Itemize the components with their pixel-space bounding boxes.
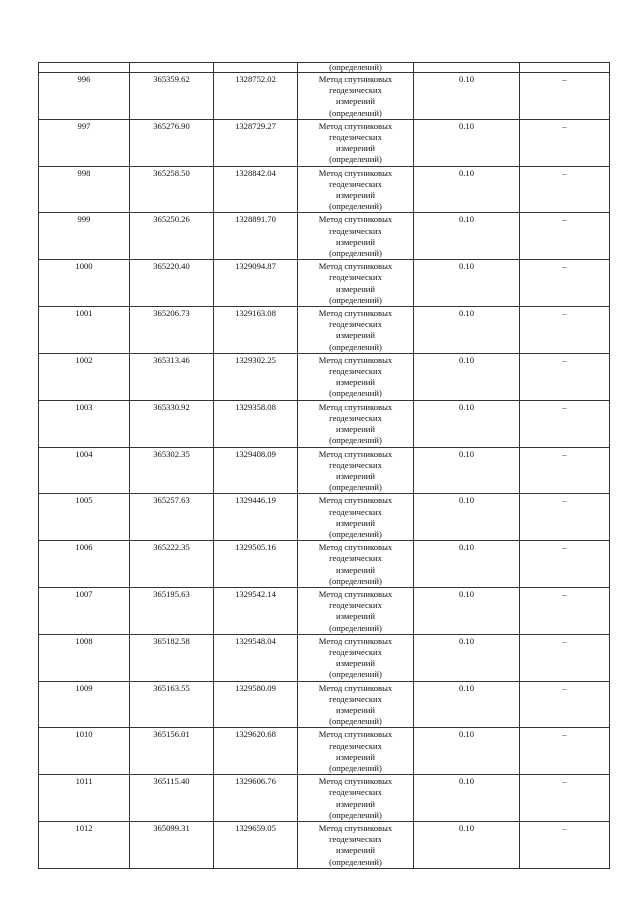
- cell-method: Метод спутниковых геодезических измерений (определений): [298, 213, 414, 260]
- table-row: [39, 775, 610, 822]
- cell-accuracy: [414, 63, 520, 73]
- cell-point-number: 1012: [39, 822, 130, 869]
- cell-accuracy: 0.10: [414, 307, 520, 354]
- cell-x-coordinate: 365313.46: [130, 353, 214, 400]
- cell-method: Метод спутниковых геодезических измерений (определений): [298, 681, 414, 728]
- cell-note: –: [520, 822, 610, 869]
- cell-note: –: [520, 587, 610, 634]
- cell-note: –: [520, 166, 610, 213]
- cell-method: Метод спутниковых геодезических измерений (определений): [298, 447, 414, 494]
- cell-method: Метод спутниковых геодезических измерений (определений): [298, 822, 414, 869]
- cell-accuracy: 0.10: [414, 822, 520, 869]
- cell-point-number: 1009: [39, 681, 130, 728]
- cell-method: Метод спутниковых геодезических измерений (определений): [298, 307, 414, 354]
- cell-x-coordinate: 365276.90: [130, 119, 214, 166]
- cell-accuracy: 0.10: [414, 494, 520, 541]
- table-row: [39, 728, 610, 775]
- cell-note: –: [520, 353, 610, 400]
- cell-x-coordinate: 365115.40: [130, 775, 214, 822]
- cell-accuracy: 0.10: [414, 728, 520, 775]
- table-row: [39, 400, 610, 447]
- cell-x-coordinate: 365195.63: [130, 587, 214, 634]
- table-row: [39, 73, 610, 120]
- table-row: [39, 166, 610, 213]
- cell-note: –: [520, 73, 610, 120]
- cell-y-coordinate: 1329302.25: [214, 353, 298, 400]
- cell-accuracy: 0.10: [414, 260, 520, 307]
- cell-x-coordinate: 365220.40: [130, 260, 214, 307]
- cell-method: (определений): [298, 63, 414, 73]
- cell-x-coordinate: 365257.63: [130, 494, 214, 541]
- cell-method: Метод спутниковых геодезических измерений (определений): [298, 260, 414, 307]
- continuation-row: [39, 63, 610, 73]
- cell-point-number: 1008: [39, 634, 130, 681]
- cell-point-number: [39, 63, 130, 73]
- cell-method: Метод спутниковых геодезических измерений (определений): [298, 587, 414, 634]
- cell-x-coordinate: 365302.35: [130, 447, 214, 494]
- cell-accuracy: 0.10: [414, 681, 520, 728]
- cell-accuracy: 0.10: [414, 73, 520, 120]
- cell-point-number: 1000: [39, 260, 130, 307]
- cell-y-coordinate: 1329163.08: [214, 307, 298, 354]
- table-row: [39, 681, 610, 728]
- cell-note: –: [520, 213, 610, 260]
- table-row: [39, 587, 610, 634]
- cell-accuracy: 0.10: [414, 775, 520, 822]
- cell-method: Метод спутниковых геодезических измерений (определений): [298, 353, 414, 400]
- cell-y-coordinate: 1329580.09: [214, 681, 298, 728]
- cell-y-coordinate: 1328891.70: [214, 213, 298, 260]
- table-row: [39, 634, 610, 681]
- coordinates-table: [38, 62, 610, 869]
- cell-method: Метод спутниковых геодезических измерений (определений): [298, 541, 414, 588]
- table-row: [39, 353, 610, 400]
- cell-accuracy: 0.10: [414, 400, 520, 447]
- cell-x-coordinate: 365258.50: [130, 166, 214, 213]
- cell-note: –: [520, 728, 610, 775]
- cell-accuracy: 0.10: [414, 634, 520, 681]
- cell-note: –: [520, 775, 610, 822]
- cell-x-coordinate: [130, 63, 214, 73]
- cell-point-number: 996: [39, 73, 130, 120]
- cell-y-coordinate: 1329505.16: [214, 541, 298, 588]
- cell-y-coordinate: 1329446.19: [214, 494, 298, 541]
- cell-point-number: 1004: [39, 447, 130, 494]
- cell-accuracy: 0.10: [414, 353, 520, 400]
- cell-accuracy: 0.10: [414, 587, 520, 634]
- cell-note: –: [520, 541, 610, 588]
- cell-point-number: 998: [39, 166, 130, 213]
- cell-note: –: [520, 400, 610, 447]
- cell-y-coordinate: 1329094.87: [214, 260, 298, 307]
- cell-accuracy: 0.10: [414, 541, 520, 588]
- cell-method: Метод спутниковых геодезических измерений (определений): [298, 400, 414, 447]
- cell-note: –: [520, 681, 610, 728]
- cell-method: Метод спутниковых геодезических измерений (определений): [298, 728, 414, 775]
- cell-note: –: [520, 447, 610, 494]
- cell-method: Метод спутниковых геодезических измерений (определений): [298, 775, 414, 822]
- table-row: [39, 213, 610, 260]
- cell-method: Метод спутниковых геодезических измерений (определений): [298, 73, 414, 120]
- cell-x-coordinate: 365182.58: [130, 634, 214, 681]
- cell-point-number: 999: [39, 213, 130, 260]
- cell-note: –: [520, 634, 610, 681]
- cell-method: Метод спутниковых геодезических измерений (определений): [298, 494, 414, 541]
- cell-y-coordinate: 1328729.27: [214, 119, 298, 166]
- cell-method: Метод спутниковых геодезических измерений (определений): [298, 119, 414, 166]
- cell-point-number: 1010: [39, 728, 130, 775]
- cell-x-coordinate: 365163.55: [130, 681, 214, 728]
- cell-note: –: [520, 260, 610, 307]
- cell-accuracy: 0.10: [414, 447, 520, 494]
- cell-y-coordinate: 1329408.09: [214, 447, 298, 494]
- cell-point-number: 997: [39, 119, 130, 166]
- cell-x-coordinate: 365156.01: [130, 728, 214, 775]
- cell-note: –: [520, 494, 610, 541]
- table-row: [39, 541, 610, 588]
- cell-y-coordinate: 1329548.04: [214, 634, 298, 681]
- cell-point-number: 1006: [39, 541, 130, 588]
- cell-y-coordinate: 1328842.04: [214, 166, 298, 213]
- cell-x-coordinate: 365359.62: [130, 73, 214, 120]
- cell-y-coordinate: 1328752.02: [214, 73, 298, 120]
- cell-note: –: [520, 307, 610, 354]
- cell-y-coordinate: 1329659.05: [214, 822, 298, 869]
- cell-y-coordinate: 1329606.76: [214, 775, 298, 822]
- table-body: [39, 63, 610, 869]
- cell-y-coordinate: 1329358.08: [214, 400, 298, 447]
- cell-x-coordinate: 365222.35: [130, 541, 214, 588]
- cell-accuracy: 0.10: [414, 119, 520, 166]
- cell-note: [520, 63, 610, 73]
- cell-y-coordinate: [214, 63, 298, 73]
- cell-point-number: 1001: [39, 307, 130, 354]
- cell-x-coordinate: 365330.92: [130, 400, 214, 447]
- table-row: [39, 447, 610, 494]
- cell-method: Метод спутниковых геодезических измерений (определений): [298, 634, 414, 681]
- table-row: [39, 494, 610, 541]
- cell-y-coordinate: 1329620.68: [214, 728, 298, 775]
- cell-point-number: 1002: [39, 353, 130, 400]
- cell-x-coordinate: 365206.73: [130, 307, 214, 354]
- cell-accuracy: 0.10: [414, 166, 520, 213]
- cell-point-number: 1003: [39, 400, 130, 447]
- cell-x-coordinate: 365099.31: [130, 822, 214, 869]
- cell-x-coordinate: 365250.26: [130, 213, 214, 260]
- cell-point-number: 1011: [39, 775, 130, 822]
- cell-note: –: [520, 119, 610, 166]
- cell-point-number: 1007: [39, 587, 130, 634]
- table-row: [39, 822, 610, 869]
- table-row: [39, 260, 610, 307]
- cell-y-coordinate: 1329542.14: [214, 587, 298, 634]
- table-row: [39, 307, 610, 354]
- cell-accuracy: 0.10: [414, 213, 520, 260]
- table-row: [39, 119, 610, 166]
- cell-method: Метод спутниковых геодезических измерений (определений): [298, 166, 414, 213]
- cell-point-number: 1005: [39, 494, 130, 541]
